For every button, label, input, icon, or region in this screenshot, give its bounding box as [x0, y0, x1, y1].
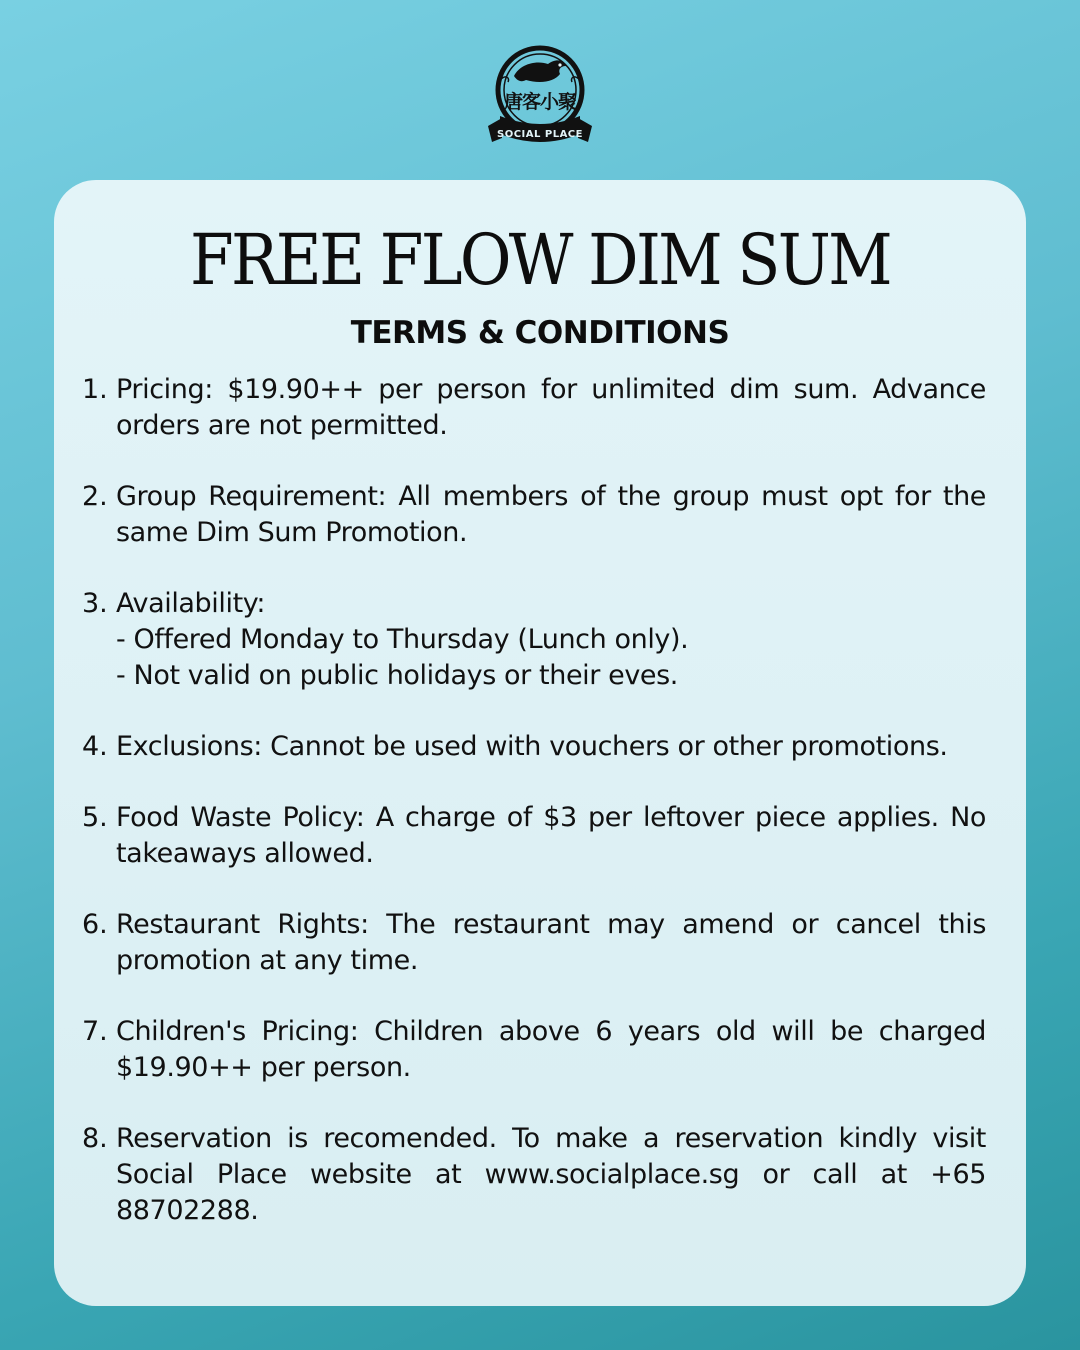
term-text: Exclusions: Cannot be used with vouchers or other promotions.	[116, 731, 948, 762]
social-place-logo	[480, 40, 600, 150]
term-number: 3.	[82, 588, 108, 619]
term-text: Group Requirement: All members of the group must opt for the same Dim Sum Promotion.	[116, 481, 986, 548]
term-text: Reservation is recomended. To make a reservation kindly visit Social Place website at www.socialplace.sg or call at +65 88702288.	[116, 1123, 986, 1226]
term-number: 4.	[82, 731, 108, 762]
term-number: 8.	[82, 1123, 108, 1154]
term-item	[82, 800, 986, 872]
term-text: Food Waste Policy: A charge of $3 per leftover piece applies. No takeaways allowed.	[116, 802, 986, 869]
terms-card	[54, 180, 1026, 1306]
term-number: 5.	[82, 802, 108, 833]
term-text: Children's Pricing: Children above 6 years old will be charged $19.90++ per person.	[116, 1016, 986, 1083]
term-item	[82, 479, 986, 551]
terms-list	[82, 372, 986, 1264]
term-item	[82, 1121, 986, 1229]
term-number: 6.	[82, 909, 108, 940]
brand-ribbon-text: SOCIAL PLACE	[497, 129, 583, 140]
bird-emblem-icon	[480, 40, 600, 150]
term-number: 1.	[82, 374, 108, 405]
term-item	[82, 1014, 986, 1086]
term-text: Restaurant Rights: The restaurant may amend or cancel this promotion at any time.	[116, 909, 986, 976]
page-title: FREE FLOW DIM SUM	[190, 219, 890, 301]
term-item	[82, 907, 986, 979]
term-item	[82, 586, 986, 694]
term-item	[82, 372, 986, 444]
term-number: 7.	[82, 1016, 108, 1047]
term-sub-line: - Not valid on public holidays or their eves.	[116, 660, 678, 691]
term-number: 2.	[82, 481, 108, 512]
term-text: Pricing: $19.90++ per person for unlimited dim sum. Advance orders are not permitted.	[116, 374, 986, 441]
brand-chinese-name: 唐客小聚	[503, 91, 577, 113]
term-sub-line: - Offered Monday to Thursday (Lunch only).	[116, 624, 689, 655]
term-item	[82, 729, 986, 765]
page-subtitle: TERMS & CONDITIONS	[350, 315, 730, 351]
term-text: Availability:	[116, 588, 266, 619]
